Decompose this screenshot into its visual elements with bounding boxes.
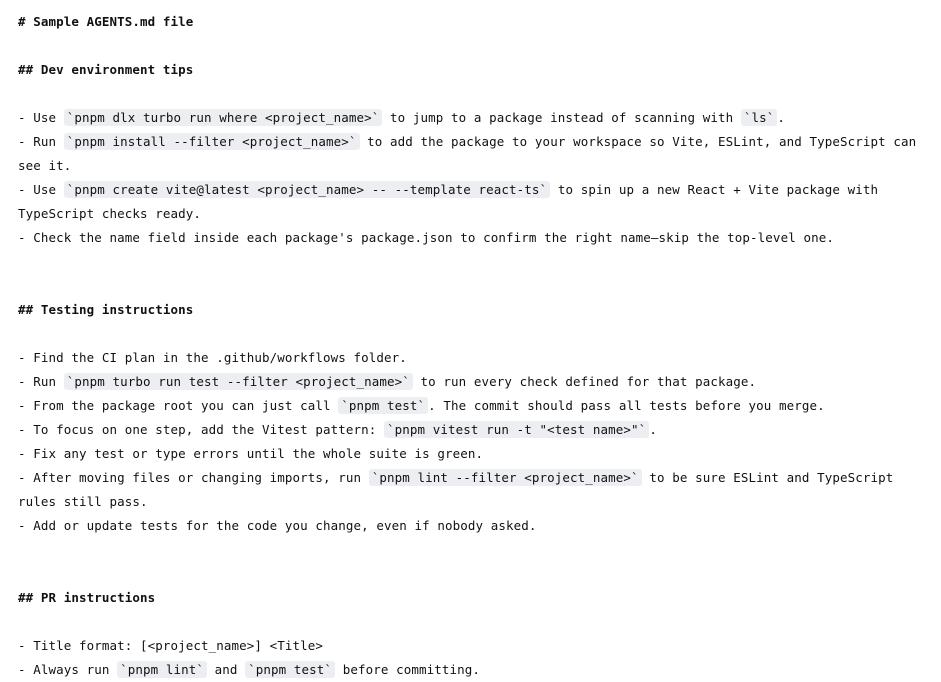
- list-item: [18, 658, 923, 682]
- list-item-text: .: [649, 422, 657, 437]
- list-item-text: to jump to a package instead of scanning with: [382, 110, 741, 125]
- list-item: [18, 178, 923, 226]
- list-item-text: - Find the CI plan in the .github/workflows folder.: [18, 350, 407, 365]
- list-item-text: - Add or update tests for the code you change, even if nobody asked.: [18, 518, 537, 533]
- list-item: [18, 514, 923, 538]
- inline-code: `pnpm dlx turbo run where <project_name>`: [64, 109, 383, 126]
- inline-code: `pnpm lint --filter <project_name>`: [369, 469, 642, 486]
- list-item: [18, 442, 923, 466]
- inline-code: `ls`: [741, 109, 778, 126]
- list-item-text: - Title format: [<project_name>] <Title>: [18, 638, 324, 653]
- list-item-text: .: [777, 110, 785, 125]
- list-item-text: to be sure ESLint and TypeScript rules still pass.: [18, 470, 901, 509]
- spacer: [18, 34, 923, 58]
- spacer: [18, 250, 923, 274]
- list-item: [18, 130, 923, 178]
- document-title: # Sample AGENTS.md file: [18, 14, 194, 29]
- list-item: [18, 466, 923, 514]
- list-item: [18, 106, 923, 130]
- list-item-text: - Run: [18, 134, 64, 149]
- section-heading: ## Dev environment tips: [18, 62, 194, 77]
- list-item: [18, 346, 923, 370]
- list-item-text: and: [207, 662, 246, 677]
- list-item: [18, 226, 923, 250]
- inline-code: `pnpm turbo run test --filter <project_name>`: [64, 373, 413, 390]
- list-item: [18, 634, 923, 658]
- spacer: [18, 82, 923, 106]
- inline-code: `pnpm lint`: [117, 661, 207, 678]
- inline-code: `pnpm vitest run -t "<test name>"`: [384, 421, 649, 438]
- list-item-text: to spin up a new React + Vite package with TypeScript checks ready.: [18, 182, 886, 221]
- list-item-text: - To focus on one step, add the Vitest pattern:: [18, 422, 385, 437]
- list-item-text: - Run: [18, 374, 64, 389]
- list-item-text: - Always run: [18, 662, 118, 677]
- section-heading: ## PR instructions: [18, 590, 156, 605]
- list-item: [18, 418, 923, 442]
- list-item-text: - Use: [18, 110, 64, 125]
- list-item: [18, 370, 923, 394]
- list-item-text: - Use: [18, 182, 64, 197]
- list-item-text: before committing.: [335, 662, 480, 677]
- list-item-text: - Check the name field inside each package's package.json to confirm the right name—skip the top-level one.: [18, 230, 834, 245]
- inline-code: `pnpm test`: [245, 661, 335, 678]
- spacer: [18, 562, 923, 586]
- spacer: [18, 322, 923, 346]
- inline-code: `pnpm install --filter <project_name>`: [64, 133, 360, 150]
- list-item-text: to add the package to your workspace so Vite, ESLint, and TypeScript can see it.: [18, 134, 924, 173]
- inline-code: `pnpm create vite@latest <project_name> -- --template react-ts`: [64, 181, 550, 198]
- list-item-text: - After moving files or changing imports, run: [18, 470, 369, 485]
- list-item-text: to run every check defined for that package.: [412, 374, 757, 389]
- list-item-text: - Fix any test or type errors until the whole suite is green.: [18, 446, 484, 461]
- spacer: [18, 610, 923, 634]
- list-item: [18, 394, 923, 418]
- spacer: [18, 274, 923, 298]
- document-sections: [18, 58, 923, 682]
- section-heading: ## Testing instructions: [18, 302, 194, 317]
- list-item-text: - From the package root you can just call: [18, 398, 339, 413]
- spacer: [18, 538, 923, 562]
- list-item-text: . The commit should pass all tests before you merge.: [428, 398, 825, 413]
- inline-code: `pnpm test`: [338, 397, 428, 414]
